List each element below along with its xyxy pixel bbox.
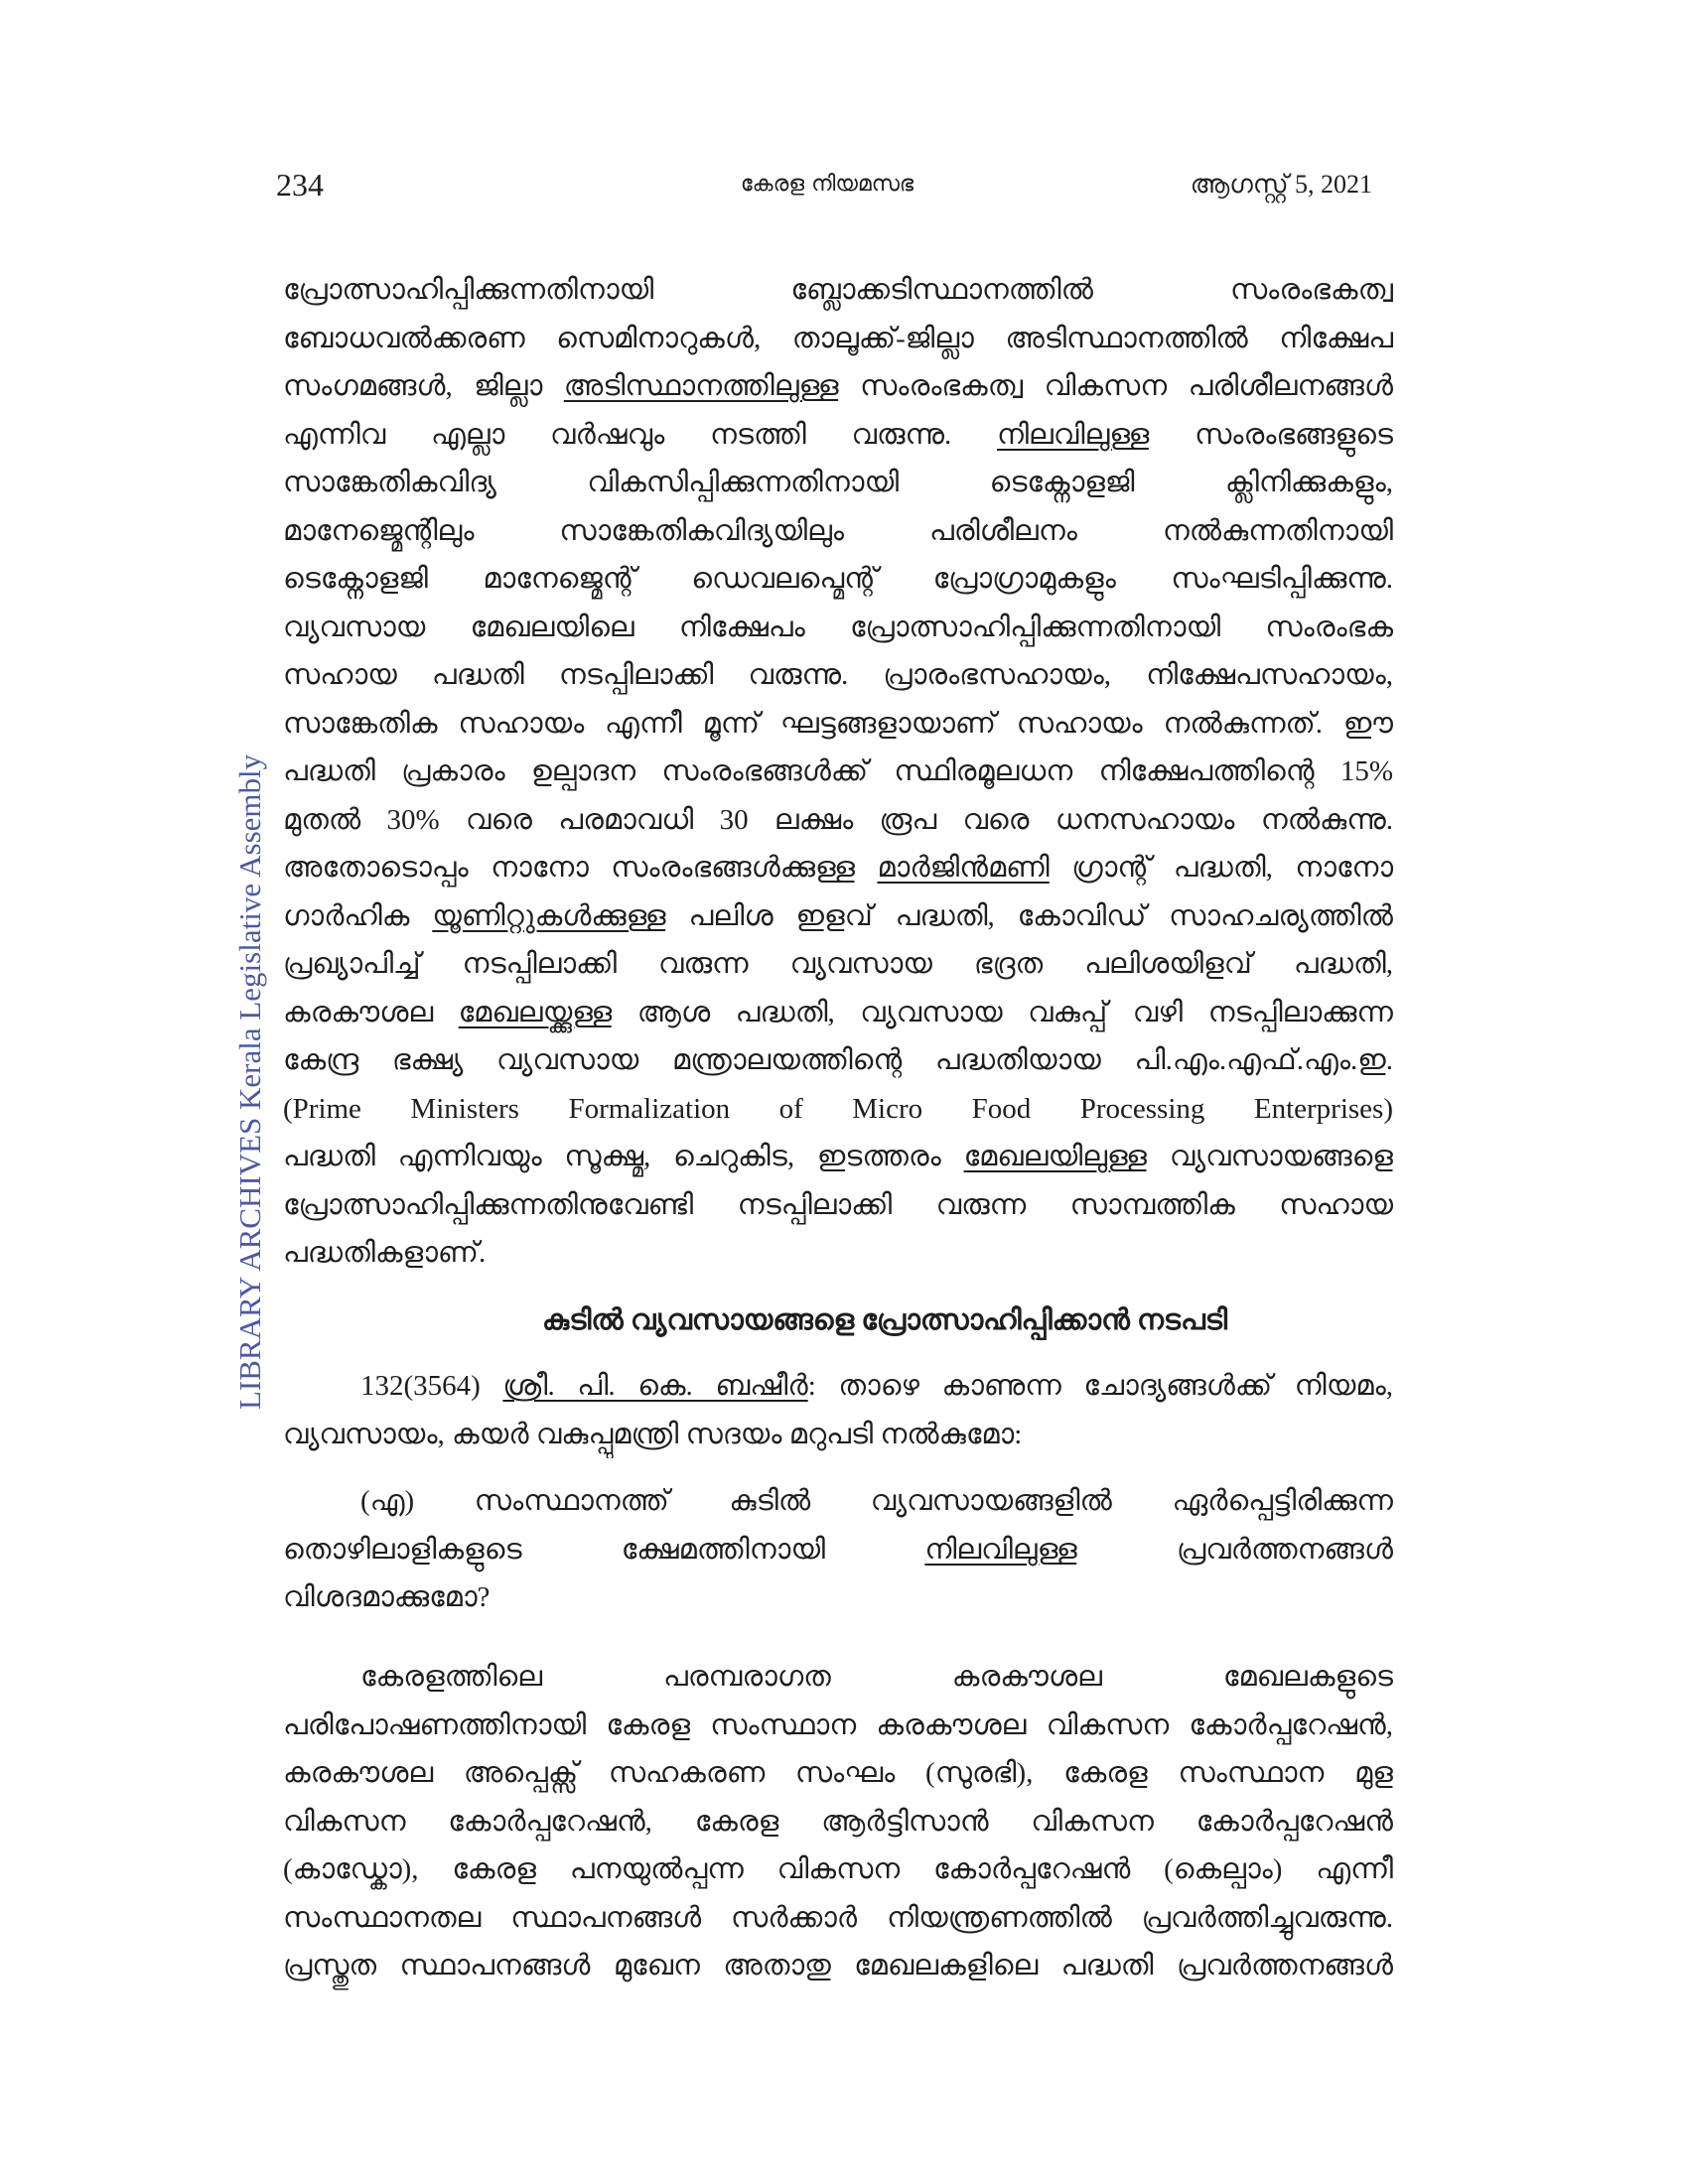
text-segment: സാങ്കേതികവിദ്യ വികസിപ്പിക്കുന്നതിനായി ടെക്നോളജി ക്ലിനിക്കുകളും, [283,467,1393,498]
text-line [283,1798,1393,1846]
text-line [283,989,1393,1037]
text-segment: (എ) സംസ്ഥാനത്ത് കുടിൽ വ്യവസായങ്ങളിൽ ഏർപ്പെട്ടിരിക്കുന്ന [360,1485,1393,1517]
underlined-text: മേഖലയിലുള്ള [963,1141,1148,1172]
text-segment: ആശ പദ്ധതി, വ്യവസായ വകുപ്പ് വഴി നടപ്പിലാക്കുന്ന [612,996,1393,1028]
text-line [283,1477,1393,1526]
text-segment: ഗ്രാന്റ് പദ്ധതി, നാനോ [1049,852,1393,884]
underlined-text: അടിസ്ഥാനത്തിലുള്ള [563,370,839,402]
text-line [283,1085,1393,1134]
text-line [283,1229,1393,1278]
text-segment: പലിശ ഇളവ് പദ്ധതി, കോവിഡ് സാഹചര്യത്തിൽ [665,899,1393,932]
text-segment: ഗാർഹിക [283,899,433,932]
text-segment: വ്യവസായങ്ങളെ [1147,1141,1393,1172]
underlined-text: നിലവിലുള്ള [924,1533,1077,1566]
archive-watermark: LIBRARY ARCHIVES Kerala Legislative Assembly [232,753,267,1411]
text-line [283,459,1393,507]
underlined-text: മേഖലയ്ക്കുള്ള [458,996,613,1028]
underlined-text: യൂണിറ്റുകൾക്കുള്ള [432,899,666,932]
text-segment: പ്രോത്സാഹിപ്പിക്കുന്നതിനായി ബ്ലോക്കടിസ്ഥാനത്തിൽ സംരംഭകത്വ [283,274,1393,306]
page-body [283,266,1393,1990]
text-segment: : താഴെ കാണുന്ന ചോദ്യങ്ങൾക്ക് നിയമം, [807,1370,1393,1402]
text-segment: വ്യവസായ മേഖലയിലെ നിക്ഷേപം പ്രോത്സാഹിപ്പിക്കുന്നതിനായി സംരംഭക [283,611,1393,643]
text-segment: പ്രവർത്തനങ്ങൾ [1076,1533,1393,1566]
question-paragraph [283,1362,1393,1458]
text-line [283,507,1393,556]
sub-question-a [283,1477,1393,1622]
text-line [283,1181,1393,1230]
text-line [283,411,1393,460]
text-segment: ബോധവൽക്കരണ സെമിനാറുകൾ, താലൂക്ക്-ജില്ലാ അടിസ്ഥാനത്തിൽ നിക്ഷേപ [283,322,1393,354]
text-line [283,266,1393,315]
text-line [283,1749,1393,1798]
text-segment: കരകൗശല [283,996,459,1028]
text-segment: (Prime Ministers Formalization of Micro Food Processing Enterprises) [283,1092,1393,1125]
text-line [283,940,1393,989]
text-segment: വ്യവസായം, കയർ വകുപ്പുമന്ത്രി സദയം മറുപടി നൽകുമോ: [283,1418,1023,1450]
text-segment: (കാഡ്കോ), കേരള പനയുൽപ്പന്ന വികസന കോർപ്പറേഷൻ (കെല്പാം) എന്നീ [283,1853,1393,1885]
text-segment: മാനേജ്മെന്റിലും സാങ്കേതികവിദ്യയിലും പരിശീലനം നൽകുന്നതിനായി [283,514,1393,547]
text-segment: വികസന കോർപ്പറേഷൻ, കേരള ആർട്ടിസാൻ വികസന കോർപ്പറേഷൻ [283,1805,1393,1838]
text-segment: അതോടൊപ്പം നാനോ സംരംഭങ്ങൾക്കുള്ള [283,852,878,884]
text-segment: സംരംഭകത്വ വികസന പരിശീലനങ്ങൾ [838,370,1393,402]
text-line [283,604,1393,652]
text-segment: പദ്ധതി എന്നിവയും സൂക്ഷ്മ, ചെറുകിട, ഇടത്തരം [283,1141,964,1172]
text-line [283,1702,1393,1750]
text-segment: പ്രസ്തുത സ്ഥാപനങ്ങൾ മുഖേന അതാതു മേഖലകളിലെ പദ്ധതി പ്രവർത്തനങ്ങൾ [283,1950,1393,1981]
text-line [283,1362,1393,1411]
running-header-date: ആഗസ്റ്റ് 5, 2021 [1190,170,1372,199]
text-line [283,1411,1393,1459]
text-line [283,796,1393,845]
answer-a-paragraph [283,1653,1393,1990]
text-segment: പദ്ധതികളാണ്. [283,1237,487,1269]
text-segment: പ്രോത്സാഹിപ്പിക്കുന്നതിനുവേണ്ടി നടപ്പിലാക്കി വരുന്ന സാമ്പത്തിക സഹായ [283,1188,1393,1221]
text-segment: കേരളത്തിലെ പരമ്പരാഗത കരകൗശല മേഖലകളുടെ [360,1661,1393,1693]
text-line [283,555,1393,604]
text-line [283,362,1393,411]
text-segment: തൊഴിലാളികളുടെ ക്ഷേമത്തിനായി [283,1533,925,1566]
text-line [283,651,1393,700]
text-segment: സംഗമങ്ങൾ, ജില്ലാ [283,370,564,402]
underlined-text: മാർജിൻമണി [877,852,1050,884]
text-line [283,1894,1393,1943]
text-segment: പരിപോഷണത്തിനായി കേരള സംസ്ഥാന കരകൗശല വികസന കോർപ്പറേഷൻ, [283,1708,1393,1741]
text-line [283,1036,1393,1085]
text-segment: പ്രഖ്യാപിച്ച് നടപ്പിലാക്കി വരുന്ന വ്യവസായ ഭദ്രത പലിശയിളവ് പദ്ധതി, [283,948,1393,980]
text-line [283,315,1393,363]
underlined-text: ശ്രീ. പി. കെ. ബഷീർ [502,1370,808,1402]
text-segment: സഹായ പദ്ധതി നടപ്പിലാക്കി വരുന്നു. പ്രാരംഭസഹായം, നിക്ഷേപസഹായം, [283,659,1393,691]
text-line [283,748,1393,796]
text-segment: എന്നിവ എല്ലാ വർഷവും നടത്തി വരുന്നു. [283,418,997,451]
section-heading: കുടിൽ വ്യവസായങ്ങളെ പ്രോത്സാഹിപ്പിക്കാൻ നടപടി [541,1304,1228,1336]
text-segment: സംസ്ഥാനതല സ്ഥാപനങ്ങൾ സർക്കാർ നിയന്ത്രണത്തിൽ പ്രവർത്തിച്ചുവരുന്നു. [283,1901,1393,1934]
text-line [283,700,1393,749]
text-line [283,1526,1393,1574]
text-segment: മുതൽ 30% വരെ പരമാവധി 30 ലക്ഷം രൂപ വരെ ധനസഹായം നൽകുന്നു. [283,803,1393,836]
answer-continued-paragraph [283,266,1393,1278]
underlined-text: നിലവിലുള്ള [997,418,1150,451]
text-segment: വിശദമാക്കുമോ? [283,1581,491,1613]
text-segment: പദ്ധതി പ്രകാരം ഉല്പാദന സംരംഭങ്ങൾക്ക് സ്ഥിരമൂലധന നിക്ഷേപത്തിന്റെ 15% [283,755,1393,787]
text-segment: 132(3564) [360,1370,503,1402]
text-segment: കരകൗശല അപ്പെക്സ് സഹകരണ സംഘം (സുരഭി), കേരള സംസ്ഥാന മുള [283,1757,1393,1789]
text-line [283,892,1393,941]
text-line [283,844,1393,892]
text-segment: കേന്ദ്ര ഭക്ഷ്യ വ്യവസായ മന്ത്രാലയത്തിന്റെ പദ്ധതിയായ പി.എം.എഫ്.എം.ഇ. [283,1044,1393,1076]
text-line [283,1573,1393,1622]
text-segment: സംരംഭങ്ങളുടെ [1149,418,1393,451]
text-line [283,1653,1393,1702]
text-segment: സാങ്കേതിക സഹായം എന്നീ മൂന്ന് ഘട്ടങ്ങളായാണ് സഹായം നൽകുന്നത്. ഈ [283,707,1393,740]
text-segment: ടെക്നോളജി മാനേജ്മെന്റ് ഡെവലപ്മെന്റ് പ്രോഗ്രാമുകളും സംഘടിപ്പിക്കുന്നു. [283,563,1393,595]
text-line [283,1133,1393,1181]
text-line [283,1845,1393,1894]
page-number: 234 [276,167,324,203]
running-header-title: കേരള നിയമസഭ [740,172,914,197]
text-line [283,1942,1393,1990]
